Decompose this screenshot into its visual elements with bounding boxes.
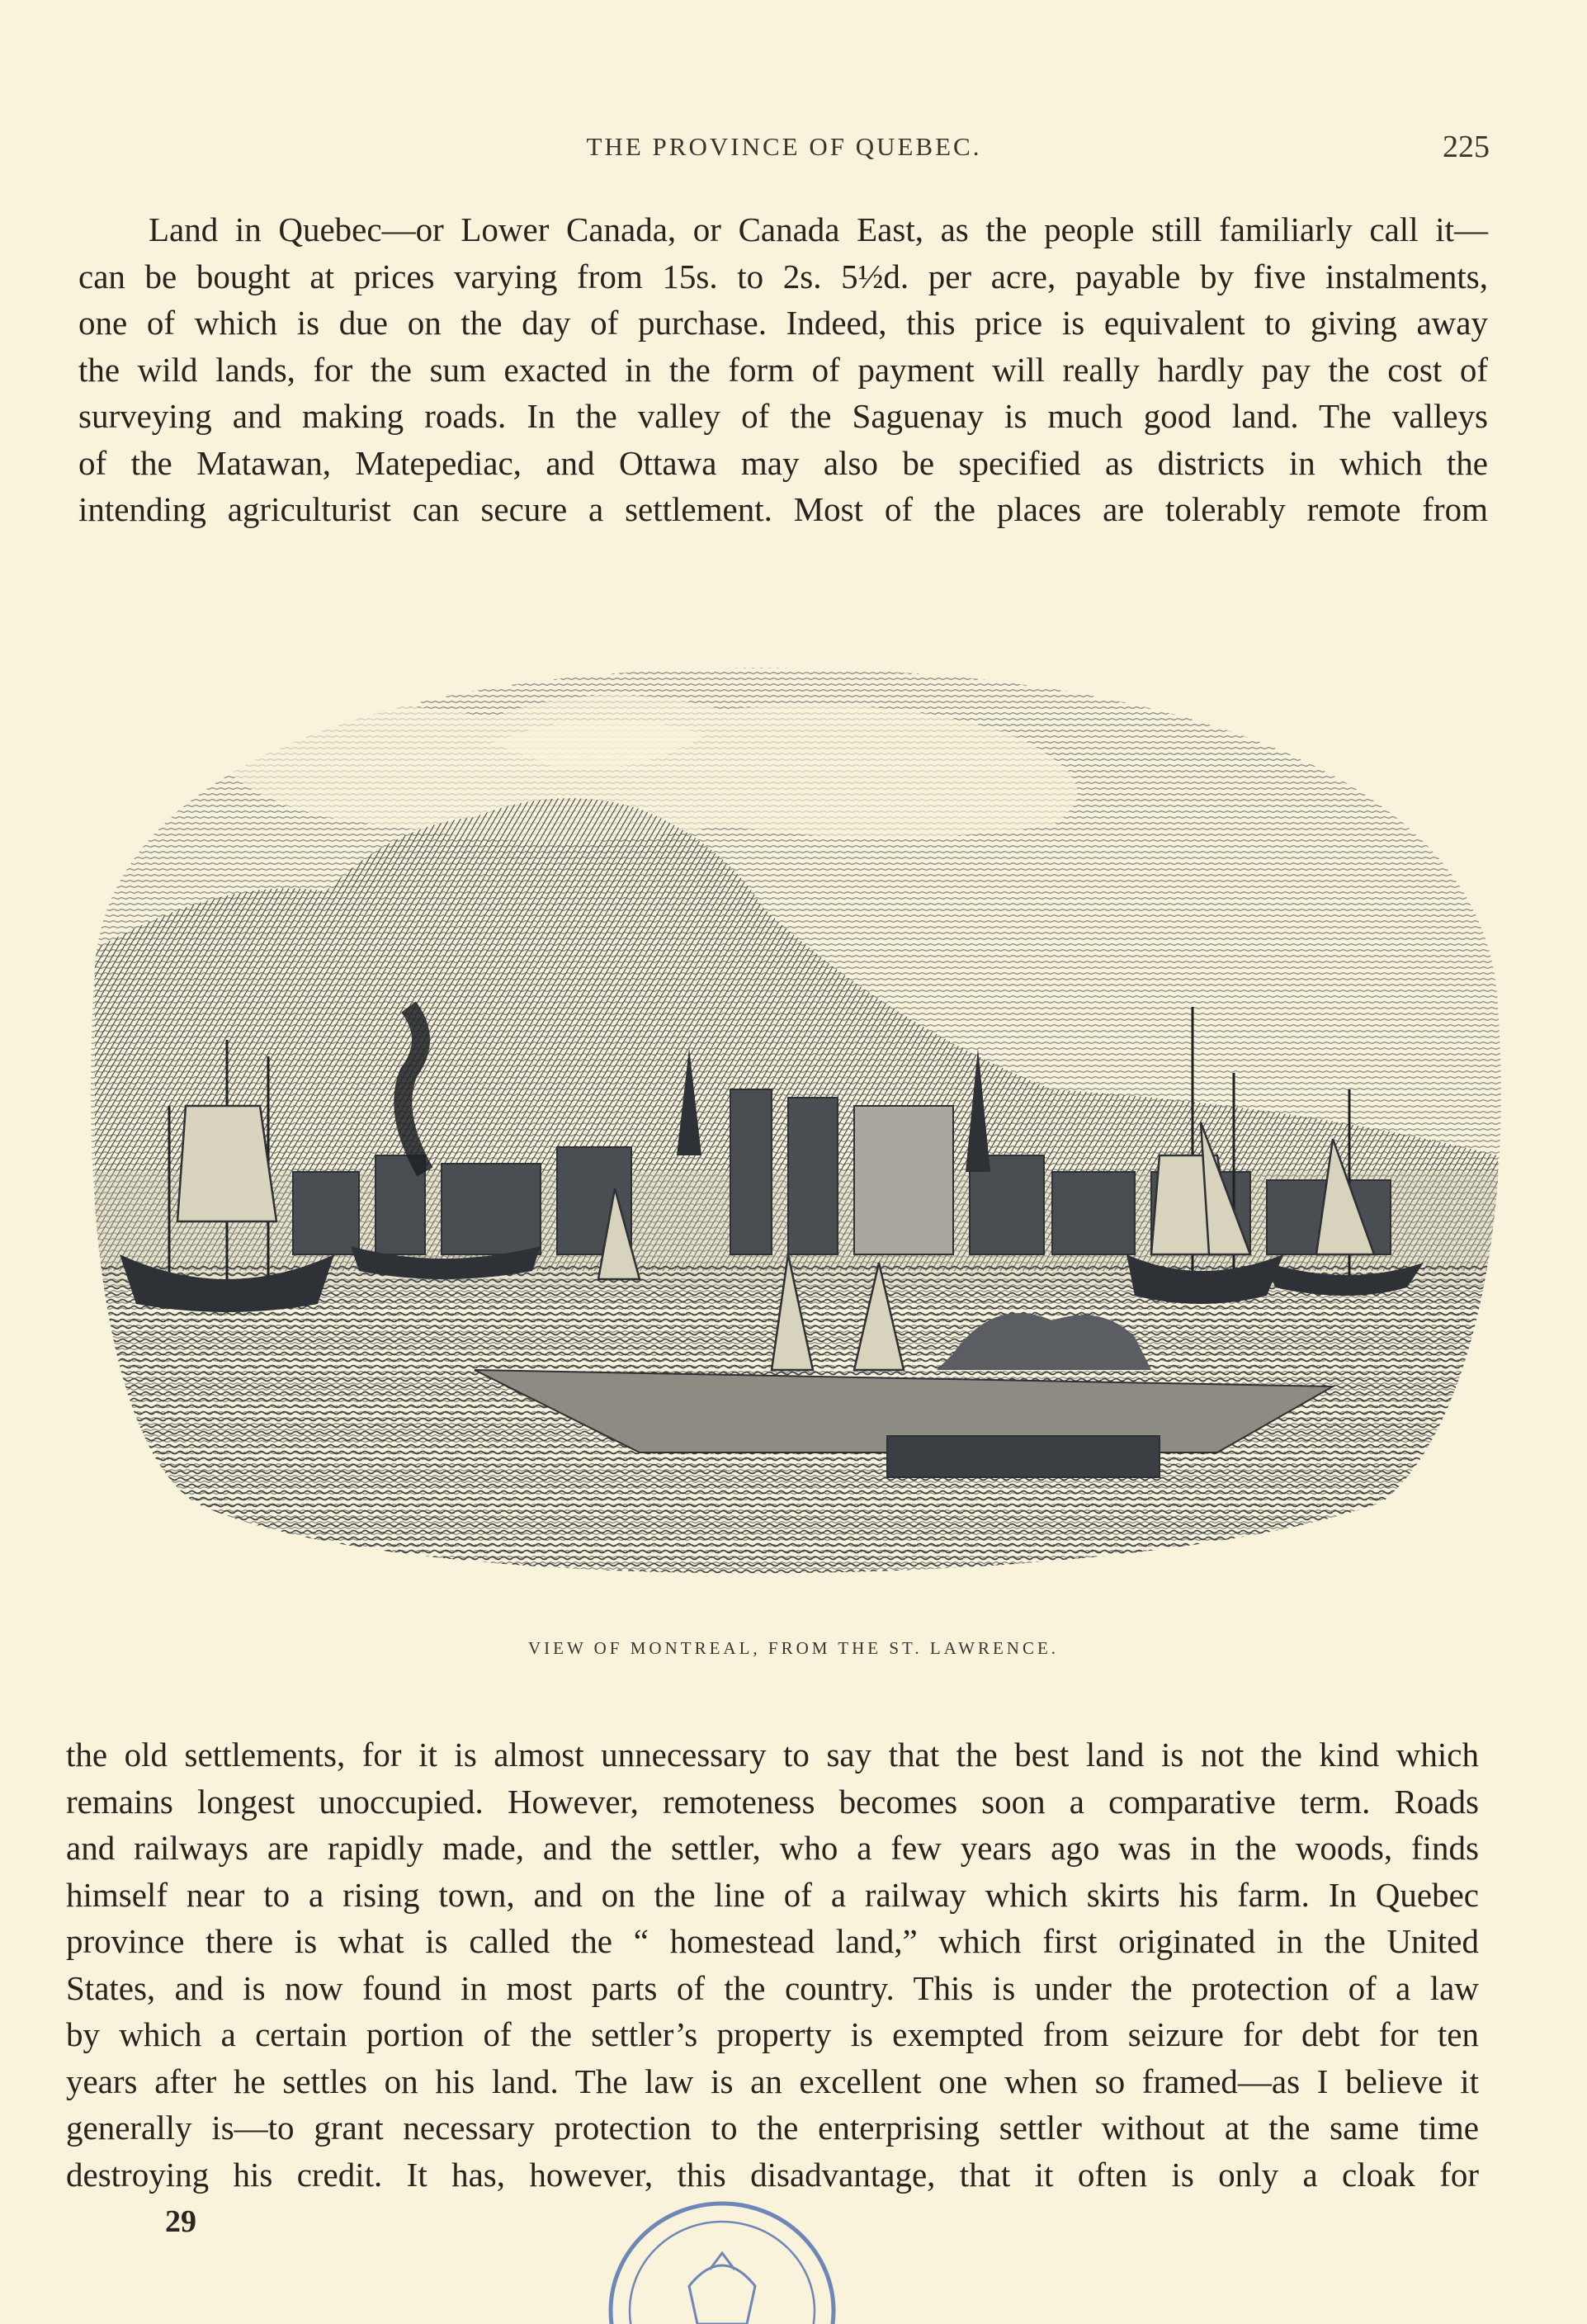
museum-stamp xyxy=(598,2187,846,2324)
paragraph-settlements xyxy=(66,1731,1479,2198)
illustration-caption: VIEW OF MONTREAL, FROM THE ST. LAWRENCE. xyxy=(527,1638,1060,1658)
text-line: by which a certain portion of the settler’s property is exempted from seizure for debt for ten xyxy=(66,2015,1479,2053)
text-line: himself near to a rising town, and on the line of a railway which skirts his farm. In Quebec xyxy=(66,1875,1479,1914)
text-line: and railways are rapidly made, and the settler, who a few years ago was in the woods, finds xyxy=(66,1829,1479,1867)
text-line: remains longest unoccupied. However, remoteness becomes soon a comparative term. Roads xyxy=(66,1782,1479,1821)
text-line: States, and is now found in most parts of the country. This is under the protection of a law xyxy=(66,1968,1479,2007)
text-line: years after he settles on his land. The law is an excellent one when so framed—as I believe it xyxy=(66,2062,1479,2100)
text-line: of the Matawan, Matepediac, and Ottawa may also be specified as districts in which the xyxy=(78,443,1488,482)
text-line: intending agriculturist can secure a settlement. Most of the places are tolerably remote from xyxy=(78,490,1488,528)
text-line: the wild lands, for the sum exacted in the form of payment will really hardly pay the cost of xyxy=(78,350,1488,389)
page-number: 225 xyxy=(1443,130,1490,164)
text-line: one of which is due on the day of purchase. Indeed, this price is equivalent to giving away xyxy=(78,304,1488,342)
text-line: the old settlements, for it is almost unnecessary to say that the best land is not the kind which xyxy=(66,1736,1479,1774)
text-line: generally is—to grant necessary protection to the enterprising settler without at the same time xyxy=(66,2109,1479,2147)
signature-mark: 29 xyxy=(165,2204,196,2239)
montreal-engraving xyxy=(62,578,1523,1626)
running-title: THE PROVINCE OF QUEBEC. xyxy=(586,132,982,161)
text-line: Land in Quebec—or Lower Canada, or Canada East, as the people still familiarly call it— xyxy=(149,210,1488,248)
running-head xyxy=(78,124,1490,173)
paragraph-land-prices xyxy=(78,206,1488,533)
text-line: can be bought at prices varying from 15s. to 2s. 5½d. per acre, payable by five instalments, xyxy=(78,257,1488,295)
text-line: destroying his credit. It has, however, this disadvantage, that it often is only a cloak for xyxy=(66,2155,1479,2194)
text-line: province there is what is called the “ homestead land,” which first originated in the United xyxy=(66,1922,1479,1960)
text-line: surveying and making roads. In the valley of the Saguenay is much good land. The valleys xyxy=(78,397,1488,435)
